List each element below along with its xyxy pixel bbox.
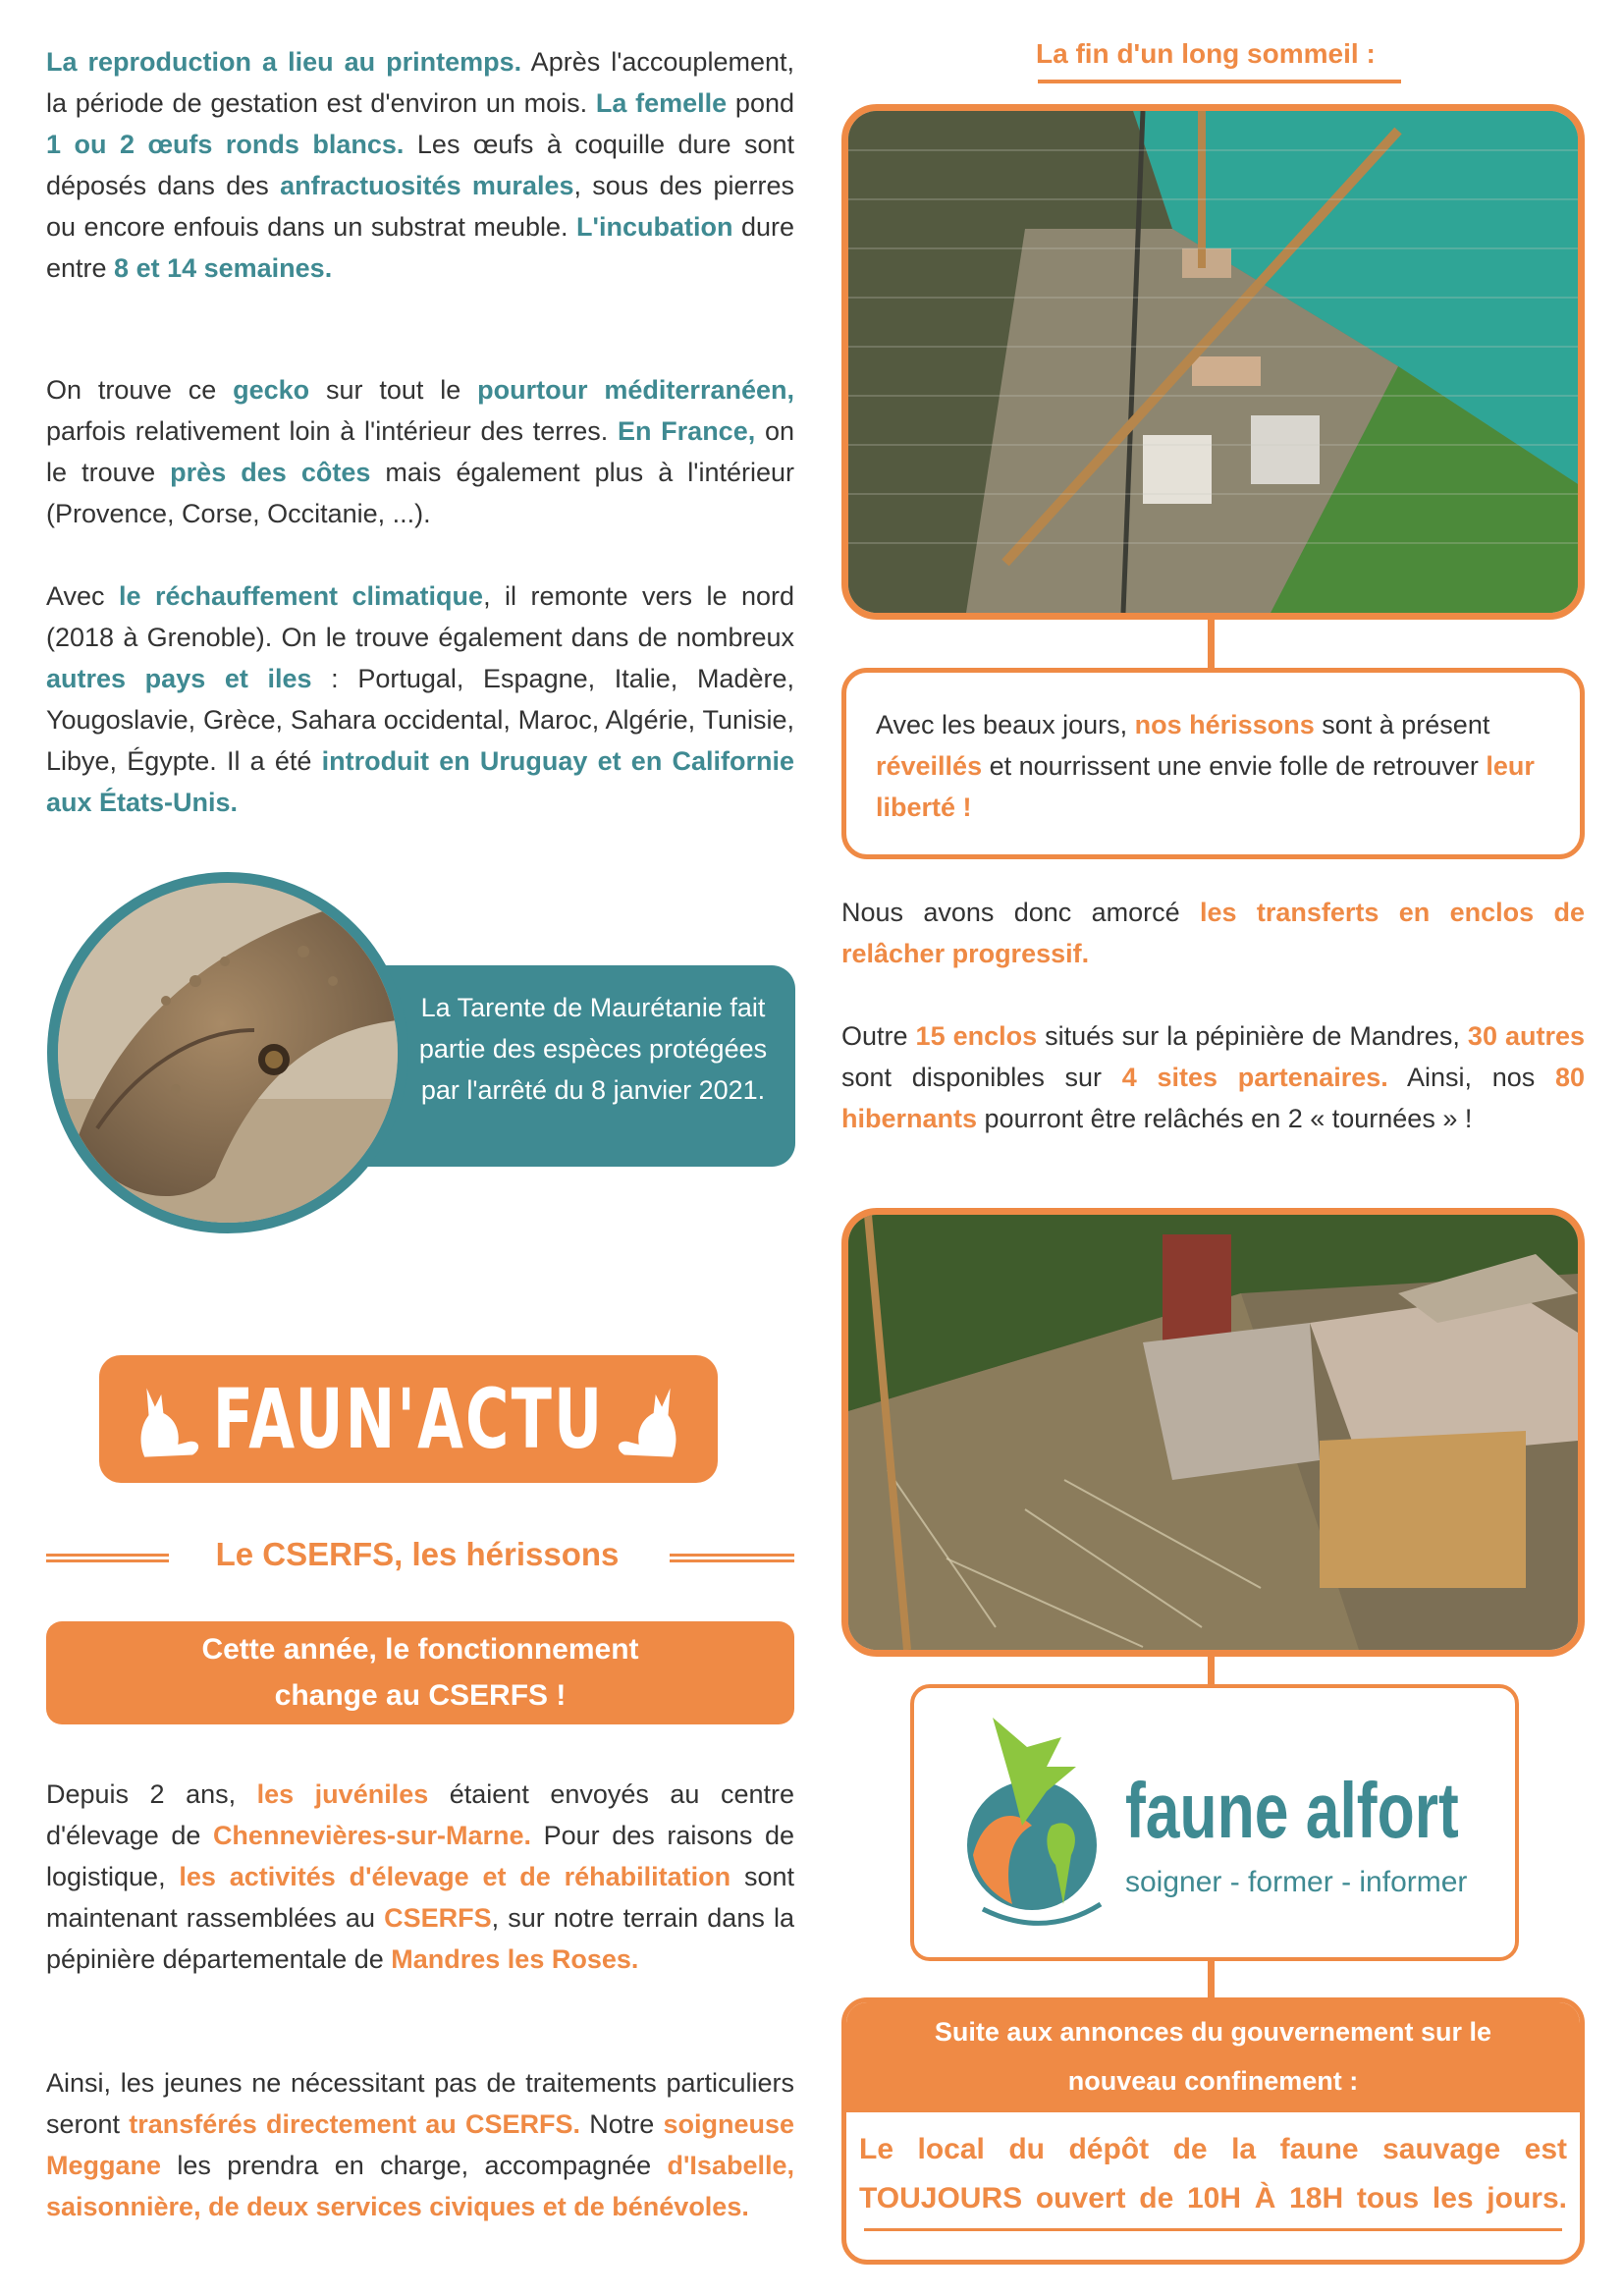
text-segment: parfois relativement loin à l'intérieur des terres. — [46, 416, 618, 446]
text-segment: pourtour méditerranéen, — [477, 375, 794, 405]
right-heading-underline — [1038, 80, 1401, 83]
change-notice-text: Cette année, le fonctionnement change au CSERFS ! — [201, 1633, 639, 1712]
text-segment: et nourrissent une envie folle de retrouver — [982, 751, 1487, 781]
text-segment: : Portugal, Espagne, Italie, Madère, Yougoslavie, Grèce, Sahara occidental, Maroc, Algérie, Tunisie, Libye, Égypte. Il a été — [46, 664, 794, 776]
text-segment: Après l'accouplement, la période de gestation est d'environ un mois. — [46, 47, 794, 118]
text-segment: Chennevières-sur-Marne. — [212, 1821, 532, 1850]
text-segment: soigneuse Meggane — [46, 2109, 794, 2180]
text-segment: 1 ou 2 œufs ronds blancs. — [46, 130, 405, 159]
text-segment: Nous avons donc amorcé — [841, 898, 1201, 927]
right-heading: La fin d'un long sommeil : — [1036, 38, 1376, 69]
text-segment: les juvéniles — [256, 1779, 429, 1809]
text-segment: mais également plus à l'intérieur (Provence, Corse, Occitanie, ...). — [46, 458, 794, 528]
text-segment: sur tout le — [309, 375, 478, 405]
text-segment: 80 hibernants — [841, 1063, 1586, 1133]
text-segment: pond — [727, 88, 794, 118]
section-title-line-right — [670, 1554, 794, 1562]
text-segment: L'incubation — [576, 212, 733, 242]
text-segment: réveillés — [876, 751, 983, 781]
text-segment: le réchauffement climatique — [119, 581, 484, 611]
text-segment: Mandres les Roses. — [391, 1944, 639, 1974]
text-segment: introduit en Uruguay et en Californie aux États-Unis. — [46, 746, 795, 817]
wake-up-box — [841, 668, 1585, 859]
notice-header-band — [846, 2002, 1580, 2112]
text-segment: anfractuosités murales — [280, 171, 574, 200]
text-segment: sont à présent — [1314, 710, 1490, 739]
text-segment: Outre — [841, 1021, 916, 1051]
text-segment: Avec — [46, 581, 120, 611]
text-segment: Ainsi, nos — [1387, 1063, 1555, 1092]
text-segment: 4 sites partenaires. — [1121, 1063, 1388, 1092]
connector-3 — [1208, 1961, 1215, 1998]
text-segment: , sous des pierres ou encore enfouis dans un substrat meuble. — [46, 171, 794, 242]
change-notice-box — [46, 1621, 794, 1724]
text-segment: On trouve ce — [46, 375, 234, 405]
text-segment: La reproduction a lieu au printemps. — [46, 47, 522, 77]
text-segment: pourront être relâchés en 2 « tournées » ! — [977, 1104, 1473, 1133]
connector-1 — [1208, 620, 1215, 669]
paragraph-enclosures — [841, 1015, 1585, 1139]
connector-2 — [1208, 1657, 1215, 1686]
text-segment: , sur notre terrain dans la pépinière départementale de — [46, 1903, 794, 1974]
text-segment: La femelle — [595, 88, 728, 118]
paragraph-climate — [46, 575, 794, 823]
bird-logo-icon — [953, 1708, 1120, 1934]
text-segment: les transferts en enclos de relâcher progressif. — [841, 898, 1585, 968]
text-segment: près des côtes — [170, 458, 371, 487]
text-segment: étaient envoyés au centre d'élevage de — [46, 1779, 794, 1850]
gecko-photo — [47, 872, 408, 1233]
notice-box — [841, 1997, 1585, 2265]
text-segment: dure entre — [46, 212, 795, 283]
text-segment: situés sur la pépinière de Mandres, — [1037, 1021, 1468, 1051]
text-segment: les activités d'élevage et de réhabilitation — [179, 1862, 731, 1891]
banner-title: FAUN'ACTU — [212, 1371, 605, 1467]
faunactu-banner — [99, 1355, 718, 1483]
paragraph-distribution — [46, 369, 794, 534]
text-segment: Pour des raisons de logistique, — [46, 1821, 794, 1891]
text-segment: Notre — [580, 2109, 664, 2139]
text-segment: d'Isabelle, saisonnière, de deux services civiques et de bénévoles. — [46, 2151, 794, 2221]
text-segment: leur liberté ! — [876, 751, 1535, 822]
text-segment: sont maintenant rassemblées au — [46, 1862, 794, 1933]
text-segment: 15 enclos — [915, 1021, 1038, 1051]
gecko-caption-text: La Tarente de Maurétanie fait partie des espèces protégées par l'arrêté du 8 janvier 2021. — [418, 993, 768, 1105]
text-segment: Depuis 2 ans, — [46, 1779, 257, 1809]
text-segment: gecko — [233, 375, 310, 405]
text-segment: transférés directement au CSERFS. — [129, 2109, 581, 2139]
enclosure-photo-2 — [841, 1208, 1585, 1657]
notice-body-text: Le local du dépôt de la faune sauvage est TOUJOURS ouvert de 10H À 18H tous les jours. — [859, 2133, 1567, 2214]
text-segment: Ainsi, les jeunes ne nécessitant pas de traitements particuliers seront — [46, 2068, 794, 2139]
text-segment: autres pays et iles — [46, 664, 312, 693]
text-segment: , il remonte vers le nord (2018 à Grenoble). On le trouve également dans de nombreux — [46, 581, 795, 652]
text-segment: 8 et 14 semaines. — [114, 253, 333, 283]
text-segment: 30 autres — [1467, 1021, 1586, 1051]
text-segment: Avec les beaux jours, — [876, 710, 1135, 739]
enclosure-photo-1 — [841, 104, 1585, 620]
paragraph-reproduction — [46, 41, 794, 289]
section-title: Le CSERFS, les hérissons — [215, 1536, 620, 1572]
faune-alfort-logo-box — [910, 1684, 1519, 1961]
wake-up-text — [876, 704, 1552, 828]
text-segment: CSERFS — [384, 1903, 492, 1933]
paragraph-juveniles — [46, 2062, 794, 2227]
paragraph-transfers — [841, 892, 1585, 974]
notice-header-text: Suite aux annonces du gouvernement sur le nouveau confinement : — [934, 2017, 1492, 2096]
logo-tagline: soigner - former - informer — [1125, 1866, 1468, 1898]
fox-icon-right — [610, 1380, 693, 1463]
paragraph-cserfs — [46, 1774, 794, 1980]
text-segment: sont disponibles sur — [841, 1063, 1122, 1092]
text-segment: Les œufs à coquille dure sont déposés dans des — [46, 130, 794, 200]
text-segment: on le trouve — [46, 416, 794, 487]
text-segment: nos hérissons — [1134, 710, 1315, 739]
text-segment: les prendra en charge, accompagnée — [161, 2151, 668, 2180]
logo-main-text: faune alfort — [1125, 1767, 1459, 1854]
section-title-line-left — [46, 1554, 169, 1562]
text-segment: En France, — [617, 416, 756, 446]
notice-underline — [864, 2228, 1562, 2231]
